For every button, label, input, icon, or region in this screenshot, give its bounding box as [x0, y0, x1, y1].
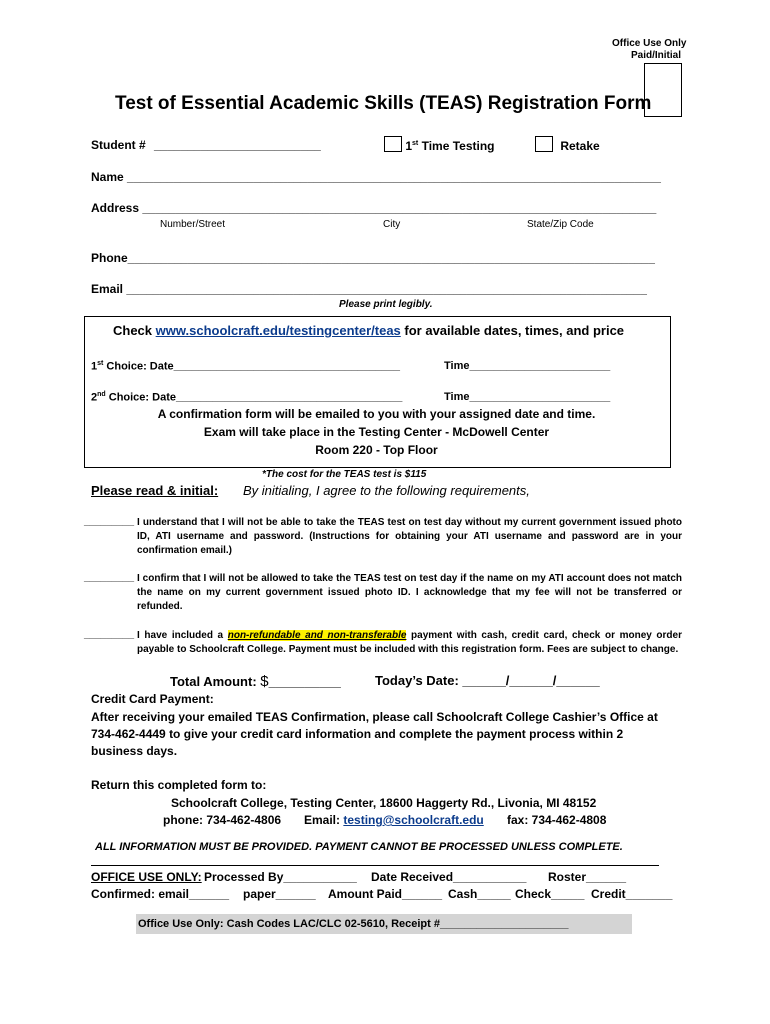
page-title: Test of Essential Academic Skills (TEAS) Registration Form [115, 93, 652, 114]
credit-card-text-1: After receiving your emailed TEAS Confirmation, please call Schoolcraft College Cashier’s Office at [91, 710, 658, 724]
total-amount[interactable]: Total Amount: $__________ [170, 673, 341, 690]
credit-field[interactable]: Credit_______ [591, 887, 673, 901]
office-use-heading: OFFICE USE ONLY: [91, 870, 202, 884]
confirmation-text-1: A confirmation form will be emailed to you with your assigned date and time. [157, 407, 596, 421]
email-field[interactable]: Email ______________________________________________________________________________ [91, 282, 647, 296]
address-city-caption: City [383, 219, 401, 230]
roster-field[interactable]: Roster______ [548, 870, 627, 884]
cash-codes-text[interactable]: Office Use Only: Cash Codes LAC/CLC 02-5610, Receipt #_____________________ [138, 918, 569, 930]
check-field[interactable]: Check_____ [515, 887, 585, 901]
address-state-caption: State/Zip Code [527, 219, 594, 230]
student-number-field[interactable]: _________________________ [154, 138, 321, 152]
credit-card-text-3: business days. [91, 744, 178, 758]
confirmation-text-2: Exam will take place in the Testing Center - McDowell Center [203, 425, 550, 439]
retake-option[interactable] [535, 136, 600, 153]
todays-date[interactable]: Today’s Date: ______/______/______ [375, 673, 600, 688]
retake-label: Retake [560, 139, 600, 153]
first-time-label: 1st Time Testing [405, 139, 495, 153]
return-phone: phone: 734-462-4806 [163, 813, 282, 827]
first-choice-time[interactable]: Time_______________________ [444, 360, 611, 372]
cost-note: *The cost for the TEAS test is $115 [262, 469, 427, 480]
agreement-statement: By initialing, I agree to the following requirements, [243, 483, 530, 498]
return-heading: Return this completed form to: [91, 778, 267, 792]
cash-field[interactable]: Cash_____ [448, 887, 511, 901]
requirement-1: I understand that I will not be able to take the TEAS test on test day without my current government issued photo ID, ATI username and password. (Instructions for obtaining your ATI username and password are in your confirmation email.) [137, 517, 682, 556]
first-choice-date[interactable]: 1st Choice: Date_____________________________________ [91, 360, 401, 373]
paper-field[interactable]: paper______ [243, 887, 316, 901]
date-received-field[interactable]: Date Received___________ [371, 870, 527, 884]
credit-card-heading: Credit Card Payment: [91, 692, 214, 706]
initial-blank-3[interactable]: _________ [84, 629, 135, 640]
total-amount-label: Total Amount: [170, 674, 261, 689]
address-field[interactable]: Address _____________________________________________________________________________ [91, 201, 657, 215]
requirement-2: I confirm that I will not be allowed to take the TEAS test on test day if the name on my ATI account does not match the name on my current government issued photo ID. I acknowledge that my fee will not be transferred or refunded. [137, 573, 682, 612]
email-link[interactable]: testing@schoolcraft.edu [343, 813, 484, 827]
confirmed-email-field[interactable]: Confirmed: email______ [91, 887, 230, 901]
paid-initial-label: Paid/Initial [631, 50, 682, 61]
initial-blank-1[interactable]: _________ [84, 516, 135, 527]
amount-paid-field[interactable]: Amount Paid______ [328, 887, 443, 901]
office-use-label: Office Use Only [612, 38, 687, 49]
testing-center-link[interactable]: www.schoolcraft.edu/testingcenter/teas [155, 323, 401, 338]
return-email: Email: testing@schoolcraft.edu [304, 813, 484, 827]
name-field[interactable]: Name ________________________________________________________________________________ [91, 170, 661, 184]
student-number-label: Student # [91, 138, 146, 152]
confirmation-text-3: Room 220 - Top Floor [315, 443, 438, 457]
check-availability-line: Check www.schoolcraft.edu/testingcenter/teas for available dates, times, and price [113, 323, 625, 338]
first-time-option[interactable] [384, 136, 495, 153]
return-fax: fax: 734-462-4808 [507, 813, 607, 827]
first-time-checkbox[interactable] [384, 136, 402, 152]
address-street-caption: Number/Street [160, 219, 226, 230]
requirement-3: I have included a non-refundable and non-transferable payment with cash, credit card, check or money order payable to Schoolcraft College. Payment must be included with this registration form. Fees are subject to change. [137, 630, 682, 655]
return-address: Schoolcraft College, Testing Center, 18600 Haggerty Rd., Livonia, MI 48152 [171, 796, 597, 810]
credit-card-text-2: 734-462-4449 to give your credit card information and complete the payment process within 2 [91, 727, 624, 741]
processed-by-field[interactable]: Processed By___________ [204, 870, 357, 884]
phone-field[interactable]: Phone_______________________________________________________________________________ [91, 251, 655, 265]
divider [91, 865, 659, 866]
second-choice-time[interactable]: Time_______________________ [444, 391, 611, 403]
read-initial-label: Please read & initial: [91, 483, 219, 498]
retake-checkbox[interactable] [535, 136, 553, 152]
print-legibly-note: Please print legibly. [339, 299, 433, 310]
second-choice-date[interactable]: 2nd Choice: Date_____________________________________ [91, 391, 403, 404]
all-info-notice: ALL INFORMATION MUST BE PROVIDED. PAYMENT CANNOT BE PROCESSED UNLESS COMPLETE. [95, 841, 623, 853]
todays-date-label: Today’s Date: [375, 673, 463, 688]
non-refundable-highlight: non-refundable and non-transferable [227, 630, 407, 641]
initial-blank-2[interactable]: _________ [84, 572, 135, 583]
